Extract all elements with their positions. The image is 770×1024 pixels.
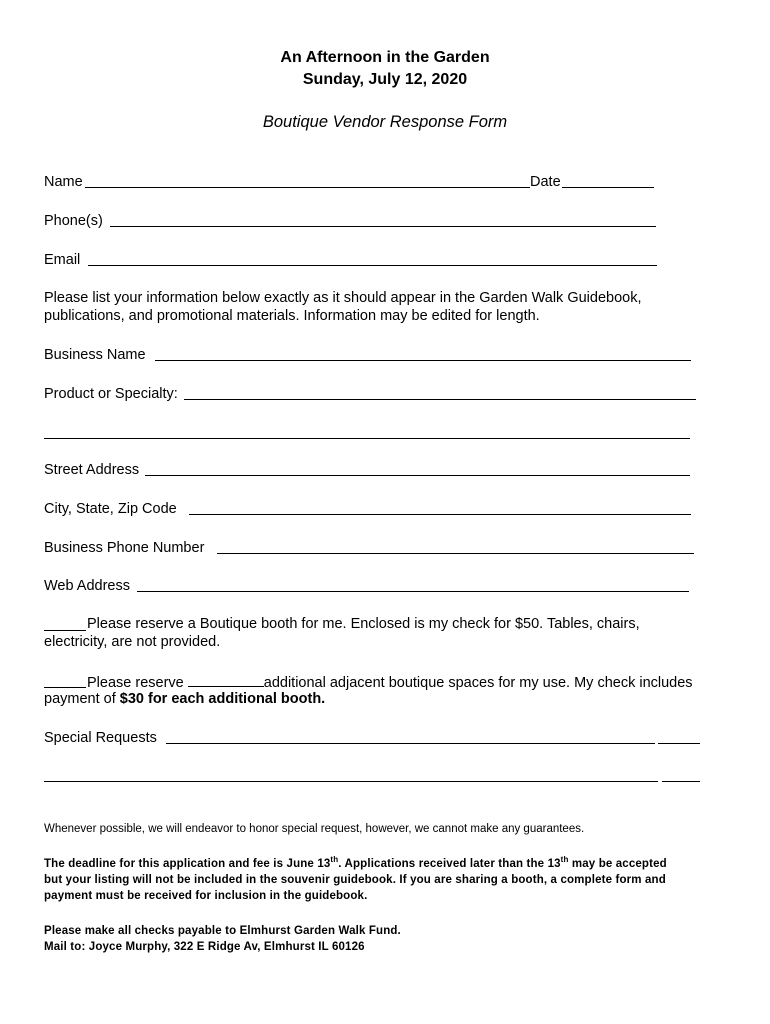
event-date: Sunday, July 12, 2020 (302, 71, 468, 88)
business-name-label: Business Name (44, 347, 146, 363)
special-requests-field[interactable] (166, 743, 655, 744)
booth-option-text: Please reserve a Boutique booth for me. Enclosed is my check for $50. Tables, chairs, (87, 616, 640, 632)
deadline-note: The deadline for this application and fee is June 13th. Applications received later than the 13th may be accepted but your listing will not be included in the souvenir guidebook. If you are sharing a booth, a complete form and payment must be received for inclusion in the guidebook. (44, 855, 667, 902)
instructions-text: Please list your information below exactly as it should appear in the Garden Walk Guidebook, publications, and promotional materials. Information may be edited for length. (44, 290, 642, 324)
web-label: Web Address (44, 578, 130, 594)
checks-payable-text: Please make all checks payable to Elmhurst Garden Walk Fund. (44, 925, 401, 937)
additional-option-text-2: payment of $30 for each additional booth. (44, 691, 326, 707)
business-phone-field[interactable] (217, 553, 694, 554)
product-field-continued[interactable] (44, 438, 690, 439)
name-field[interactable] (85, 187, 530, 188)
form-title: Boutique Vendor Response Form (262, 113, 508, 131)
phone-field[interactable] (110, 226, 656, 227)
email-label: Email (44, 252, 81, 268)
additional-spaces-count-field[interactable] (188, 672, 264, 687)
city-label: City, State, Zip Code (44, 501, 177, 517)
business-name-field[interactable] (155, 360, 691, 361)
web-field[interactable] (137, 591, 689, 592)
booth-checkbox-blank[interactable] (44, 630, 86, 631)
phone-label: Phone(s) (44, 213, 103, 229)
additional-option-text: Please reserve additional adjacent boutique spaces for my use. My check includes (87, 672, 693, 692)
city-field[interactable] (189, 514, 691, 515)
street-field[interactable] (145, 475, 690, 476)
booth-option-text-2: electricity, are not provided. (44, 634, 221, 650)
date-field[interactable] (562, 187, 654, 188)
email-field[interactable] (88, 265, 657, 266)
special-requests-label: Special Requests (44, 730, 157, 746)
additional-checkbox-blank[interactable] (44, 687, 86, 688)
product-field[interactable] (184, 399, 696, 400)
special-requests-field-end[interactable] (658, 743, 700, 744)
event-title: An Afternoon in the Garden (280, 49, 490, 66)
special-requests-field-2-end[interactable] (662, 781, 700, 782)
date-label: Date (530, 174, 561, 190)
street-label: Street Address (44, 462, 140, 478)
guarantee-note: Whenever possible, we will endeavor to honor special request, however, we cannot make any guarantees. (44, 823, 585, 835)
name-label: Name (44, 174, 83, 190)
mail-to-text: Mail to: Joyce Murphy, 322 E Ridge Av, Elmhurst IL 60126 (44, 941, 365, 953)
business-phone-label: Business Phone Number (44, 540, 205, 556)
product-label: Product or Specialty: (44, 386, 178, 402)
special-requests-field-2[interactable] (44, 781, 658, 782)
payment-instructions (44, 923, 401, 955)
